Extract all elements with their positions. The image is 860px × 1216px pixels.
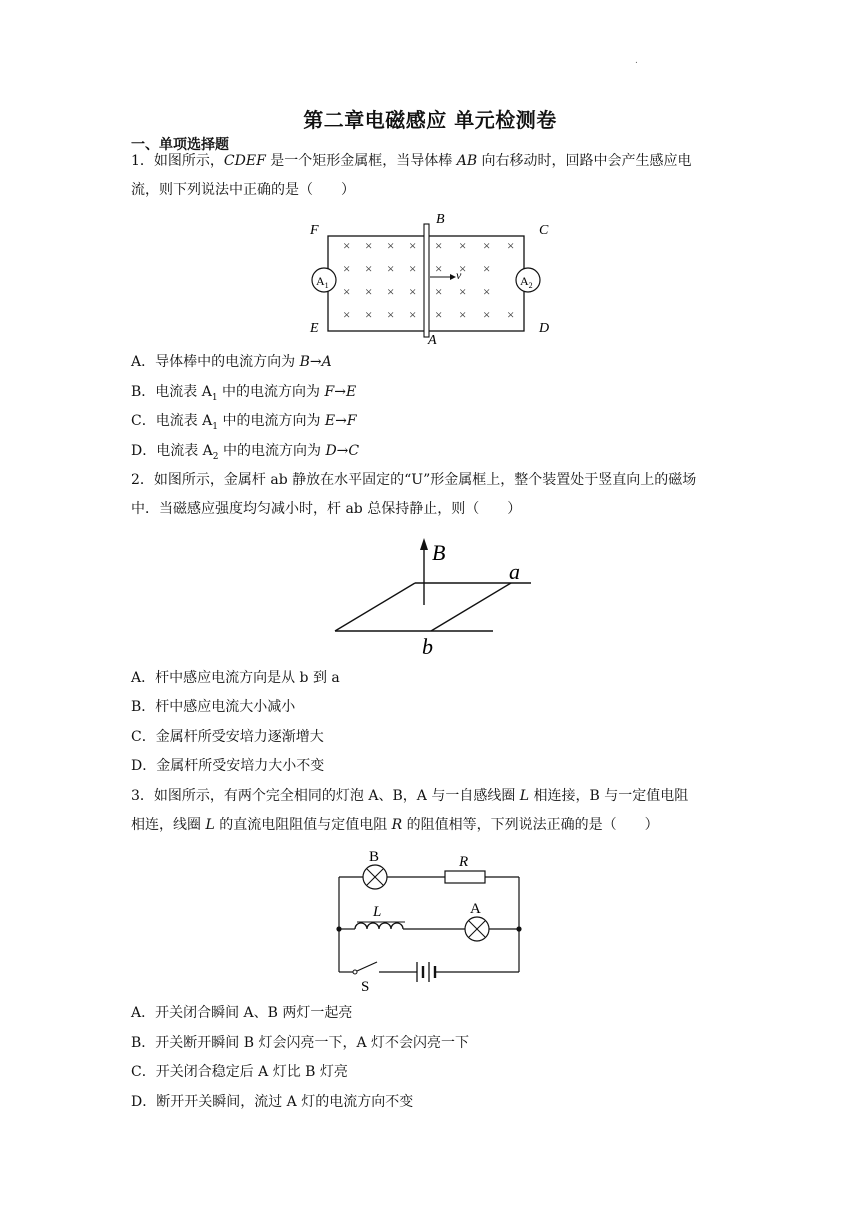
label-a1: $A_1$ — [316, 274, 329, 290]
label-inductor-l: L — [373, 904, 382, 920]
q1-stem-line1: 1．如图所示，CDEF 是一个矩形金属框，当导体棒 AB 向右移动时，回路中会产生感应电 — [131, 153, 692, 169]
field-cross: × — [387, 307, 395, 322]
q1-circuit-figure — [300, 208, 570, 348]
q2-rail-figure — [325, 530, 545, 660]
field-cross: × — [435, 307, 443, 322]
label-c: C — [539, 223, 549, 238]
field-cross: × — [483, 307, 491, 322]
field-cross: × — [387, 284, 395, 299]
label-a: A — [428, 333, 437, 348]
label-switch-s: S — [361, 979, 370, 995]
q3-stem-line1: 3．如图所示，有两个完全相同的灯泡 A、B，A 与一自感线圈 L 相连接，B 与一定值电阻 — [131, 788, 689, 804]
q2-option-c: C．金属杆所受安培力逐渐增大 — [131, 729, 324, 745]
label-lamp-b: B — [369, 849, 380, 865]
q3-option-b: B．开关断开瞬间 B 灯会闪亮一下，A 灯不会闪亮一下 — [131, 1035, 470, 1051]
label-resistor-r: R — [459, 854, 469, 870]
field-cross: × — [483, 238, 491, 253]
q1-option-c: C．电流表 $A_1$ 中的电流方向为 E→F — [131, 413, 357, 432]
field-cross: × — [435, 284, 443, 299]
label-d: D — [539, 321, 550, 336]
label-f: F — [310, 223, 319, 238]
field-cross: × — [343, 284, 351, 299]
q1-option-a: A．导体棒中的电流方向为 B→A — [131, 354, 332, 370]
field-cross: × — [365, 238, 373, 253]
field-cross: × — [343, 238, 351, 253]
label-lamp-a: A — [470, 901, 481, 917]
field-cross: × — [459, 284, 467, 299]
field-cross: × — [435, 261, 443, 276]
label-b: B — [436, 212, 445, 227]
q2-stem-line2: 中．当磁感应强度均匀减小时，杆 ab 总保持静止，则（ ） — [131, 501, 522, 517]
q2-option-d: D．金属杆所受安培力大小不变 — [131, 758, 325, 774]
q3-stem-line2: 相连，线圈 L 的直流电阻阻值与定值电阻 R 的阻值相等，下列说法正确的是（ ） — [131, 817, 659, 833]
field-cross: × — [507, 307, 515, 322]
q1-option-b: B．电流表 $A_1$ 中的电流方向为 F→E — [131, 384, 357, 403]
field-cross: × — [483, 261, 491, 276]
q3-option-d: D．断开开关瞬间，流过 A 灯的电流方向不变 — [131, 1094, 414, 1110]
q3-option-a: A．开关闭合瞬间 A、B 两灯一起亮 — [131, 1005, 353, 1021]
q3-option-c: C．开关闭合稳定后 A 灯比 B 灯亮 — [131, 1064, 348, 1080]
q2-option-a: A．杆中感应电流方向是从 b 到 a — [131, 670, 340, 686]
section-heading: 一、单项选择题 — [131, 137, 229, 153]
field-cross: × — [409, 284, 417, 299]
field-cross: × — [365, 307, 373, 322]
field-cross: × — [387, 261, 395, 276]
q2-stem-line1: 2．如图所示，金属杆 ab 静放在水平固定的“U”形金属框上，整个装置处于竖直向上的磁场 — [131, 472, 697, 488]
field-cross: × — [387, 238, 395, 253]
corner-mark: . — [635, 56, 638, 66]
field-cross: × — [365, 284, 373, 299]
field-cross: × — [343, 261, 351, 276]
label-field-b: B — [432, 540, 446, 565]
field-cross: × — [459, 261, 467, 276]
inductor-l-icon — [355, 923, 403, 929]
field-arrow-icon — [420, 538, 428, 550]
field-cross: × — [459, 238, 467, 253]
label-a2: $A_2$ — [520, 274, 533, 290]
q2-option-b: B．杆中感应电流大小减小 — [131, 699, 296, 715]
label-b: b — [422, 634, 433, 659]
q1-option-d: D．电流表 $A_2$ 中的电流方向为 D→C — [131, 443, 360, 462]
label-velocity: v — [456, 268, 462, 282]
page-title: 第二章电磁感应 单元检测卷 — [303, 108, 557, 132]
label-e: E — [310, 321, 319, 336]
field-cross: × — [435, 238, 443, 253]
q3-circuit-figure — [325, 845, 535, 995]
field-cross: × — [409, 238, 417, 253]
field-cross: × — [409, 261, 417, 276]
field-cross: × — [507, 238, 515, 253]
field-cross: × — [365, 261, 373, 276]
switch-s-icon — [357, 962, 377, 971]
label-a: a — [509, 559, 520, 584]
field-cross: × — [343, 307, 351, 322]
resistor-r-icon — [445, 871, 485, 883]
field-cross: × — [483, 284, 491, 299]
field-cross: × — [459, 307, 467, 322]
q1-stem-line2: 流，则下列说法中正确的是（ ） — [131, 182, 355, 198]
field-cross: × — [409, 307, 417, 322]
